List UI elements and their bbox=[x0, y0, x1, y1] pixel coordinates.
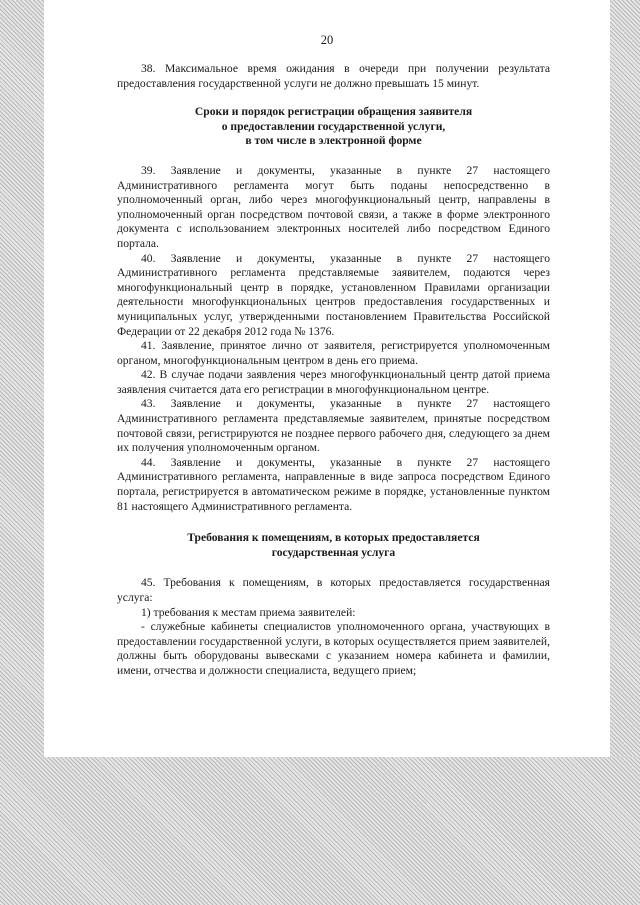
heading-line: Сроки и порядок регистрации обращения заявителя bbox=[194, 105, 473, 119]
paragraph-44: 44. Заявление и документы, указанные в пункте 27 настоящего Административного регламента, направленные в виде запроса посредством Единого портала, регистрируется в автоматическом режиме в порядке, установленные пунктом 81 настоящего Административного регламента. bbox=[117, 455, 550, 513]
paragraph-39: 39. Заявление и документы, указанные в пункте 27 настоящего Административного регламента могут быть поданы непосредственно в уполномоченный орган, либо через многофункциональный центр, направлены в уполномоченный орган посредством почтовой связи, а также в форме электронного документа с использованием электронных носителей либо посредством Единого портала. bbox=[117, 163, 550, 250]
document-page bbox=[44, 0, 610, 757]
paragraph-43: 43. Заявление и документы, указанные в пункте 27 настоящего Административного регламента представляемые заявителем, принятые посредством почтовой связи, регистрируются не позднее первого рабочего дня, следующего за днем их получения уполномоченным органом. bbox=[117, 397, 550, 455]
paragraph-42: 42. В случае подачи заявления через многофункциональный центр датой приема заявления считается дата его регистрации в многофункциональном центре. bbox=[117, 368, 550, 396]
paragraph-45-item-1: 1) требования к местам приема заявителей: bbox=[141, 605, 356, 619]
heading-line: государственная услуга bbox=[271, 545, 396, 559]
paragraph-45: 45. Требования к помещениям, в которых предоставляется государственная услуга: bbox=[117, 576, 550, 604]
scan-border-bottom bbox=[0, 757, 640, 905]
paragraph-41: 41. Заявление, принятое лично от заявителя, регистрируется уполномоченным органом, многофункциональным центром в день его приема. bbox=[117, 339, 550, 367]
heading-line: в том числе в электронной форме bbox=[245, 134, 422, 148]
heading-line: о предоставлении государственной услуги, bbox=[221, 119, 446, 133]
document-body bbox=[117, 62, 550, 679]
paragraph-45-item-1-bullet: - служебные кабинеты специалистов уполномоченного органа, участвующих в предоставлении государственной услуги, в которых осуществляется прием заявителей, должны быть оборудованы вывесками с указанием номера кабинета и фамилии, имени, отчества и должности специалиста, ведущего прием; bbox=[117, 620, 550, 677]
paragraph-38: 38. Максимальное время ожидания в очереди при получении результата предоставления государственной услуги не должно превышать 15 минут. bbox=[117, 62, 550, 90]
page-number: 20 bbox=[320, 33, 334, 47]
paragraph-40: 40. Заявление и документы, указанные в пункте 27 настоящего Административного регламента представляемые заявителем, подаются через многофункциональный центр в порядке, установленном Правилами организации деятельности многофункциональных центров предоставления государственных и муниципальных услуг, утвержденными постановлением Правительства Российской Федерации от 22 декабря 2012 года № 1376. bbox=[117, 251, 550, 338]
section-heading-premises bbox=[117, 531, 550, 560]
section-heading-registration bbox=[117, 105, 550, 149]
heading-line: Требования к помещениям, в которых предоставляется bbox=[187, 531, 480, 545]
